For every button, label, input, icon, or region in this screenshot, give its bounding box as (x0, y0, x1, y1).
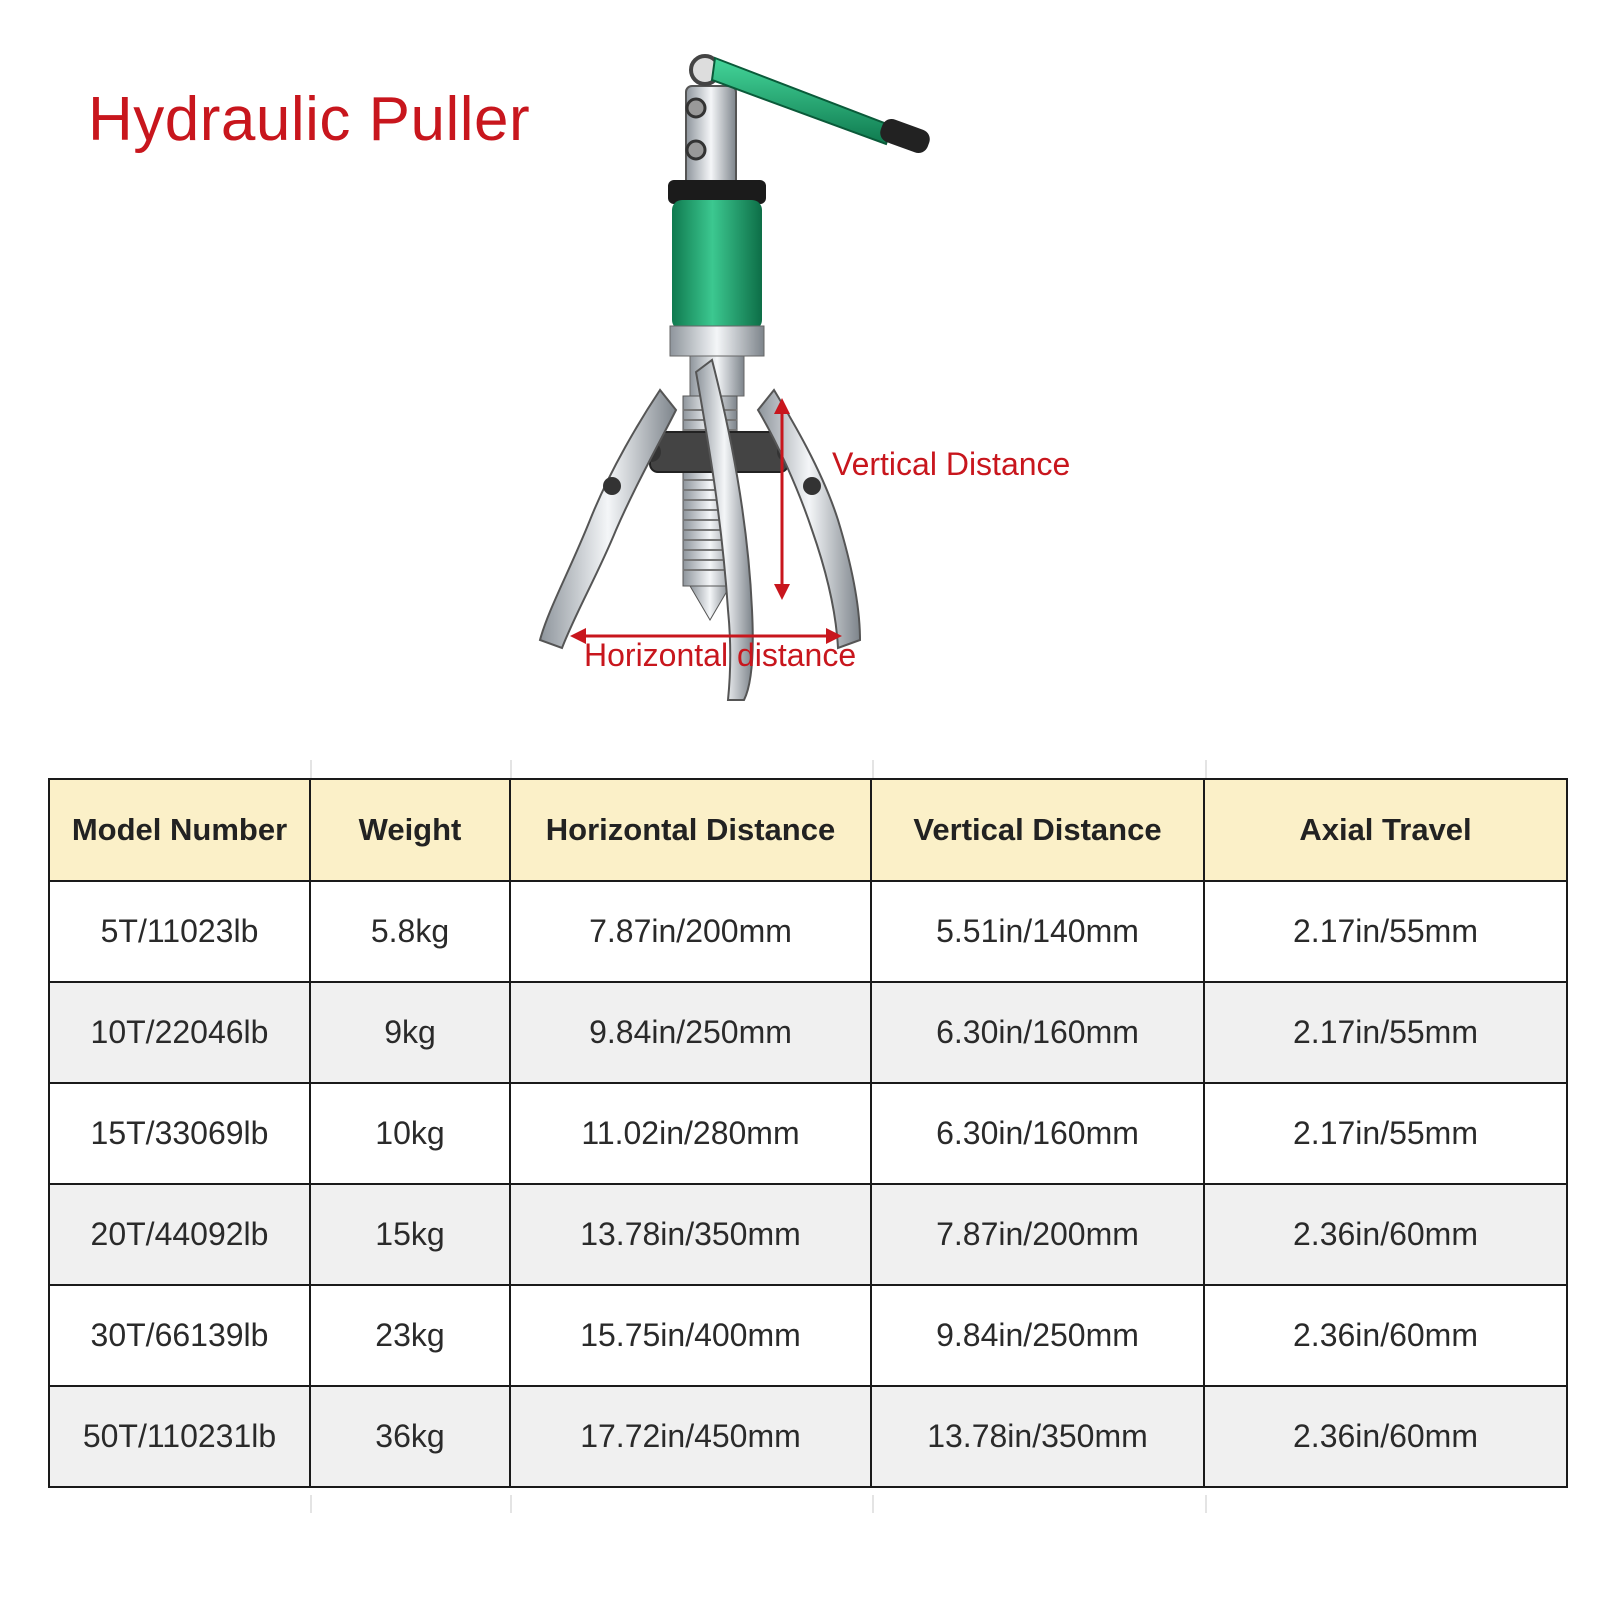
pump-handle (712, 58, 933, 156)
page-title: Hydraulic Puller (88, 85, 531, 154)
cell-model-number: 30T/66139lb (49, 1285, 310, 1386)
grid-tick (310, 1495, 312, 1513)
cell-axial-travel: 2.36in/60mm (1204, 1386, 1567, 1487)
cell-horizontal-distance: 13.78in/350mm (510, 1184, 871, 1285)
cell-vertical-distance: 7.87in/200mm (871, 1184, 1204, 1285)
header-weight: Weight (310, 779, 510, 881)
vertical-distance-label: Vertical Distance (832, 446, 1071, 482)
table-header-row (49, 779, 1567, 881)
cell-axial-travel: 2.17in/55mm (1204, 1083, 1567, 1184)
grid-tick (510, 760, 512, 778)
grid-tick (872, 1495, 874, 1513)
cell-model-number: 10T/22046lb (49, 982, 310, 1083)
hydraulic-puller-illustration (520, 40, 1120, 720)
cell-axial-travel: 2.17in/55mm (1204, 982, 1567, 1083)
table-row (49, 1285, 1567, 1386)
cell-model-number: 5T/11023lb (49, 881, 310, 982)
table-row (49, 881, 1567, 982)
cell-axial-travel: 2.36in/60mm (1204, 1184, 1567, 1285)
grid-tick (872, 760, 874, 778)
specifications-table (48, 778, 1568, 1488)
cell-horizontal-distance: 17.72in/450mm (510, 1386, 871, 1487)
grid-tick (1205, 1495, 1207, 1513)
table-row (49, 1184, 1567, 1285)
table-row (49, 982, 1567, 1083)
cell-horizontal-distance: 15.75in/400mm (510, 1285, 871, 1386)
cell-weight: 15kg (310, 1184, 510, 1285)
cell-weight: 36kg (310, 1386, 510, 1487)
header-vertical-distance: Vertical Distance (871, 779, 1204, 881)
cell-vertical-distance: 6.30in/160mm (871, 982, 1204, 1083)
cell-weight: 10kg (310, 1083, 510, 1184)
cell-horizontal-distance: 9.84in/250mm (510, 982, 871, 1083)
cell-vertical-distance: 9.84in/250mm (871, 1285, 1204, 1386)
cell-axial-travel: 2.17in/55mm (1204, 881, 1567, 982)
cell-horizontal-distance: 11.02in/280mm (510, 1083, 871, 1184)
grid-tick (510, 1495, 512, 1513)
cell-weight: 5.8kg (310, 881, 510, 982)
table-row (49, 1083, 1567, 1184)
header-horizontal-distance: Horizontal Distance (510, 779, 871, 881)
cell-weight: 9kg (310, 982, 510, 1083)
cell-horizontal-distance: 7.87in/200mm (510, 881, 871, 982)
grid-tick (310, 760, 312, 778)
cell-model-number: 20T/44092lb (49, 1184, 310, 1285)
cell-model-number: 15T/33069lb (49, 1083, 310, 1184)
cell-vertical-distance: 13.78in/350mm (871, 1386, 1204, 1487)
horizontal-distance-label: Horizontal distance (584, 637, 857, 673)
hydraulic-cylinder (668, 180, 766, 396)
cell-axial-travel: 2.36in/60mm (1204, 1285, 1567, 1386)
grid-tick (1205, 760, 1207, 778)
cell-weight: 23kg (310, 1285, 510, 1386)
cell-model-number: 50T/110231lb (49, 1386, 310, 1487)
cell-vertical-distance: 5.51in/140mm (871, 881, 1204, 982)
cell-vertical-distance: 6.30in/160mm (871, 1083, 1204, 1184)
table-row (49, 1386, 1567, 1487)
header-model-number: Model Number (49, 779, 310, 881)
header-axial-travel: Axial Travel (1204, 779, 1567, 881)
